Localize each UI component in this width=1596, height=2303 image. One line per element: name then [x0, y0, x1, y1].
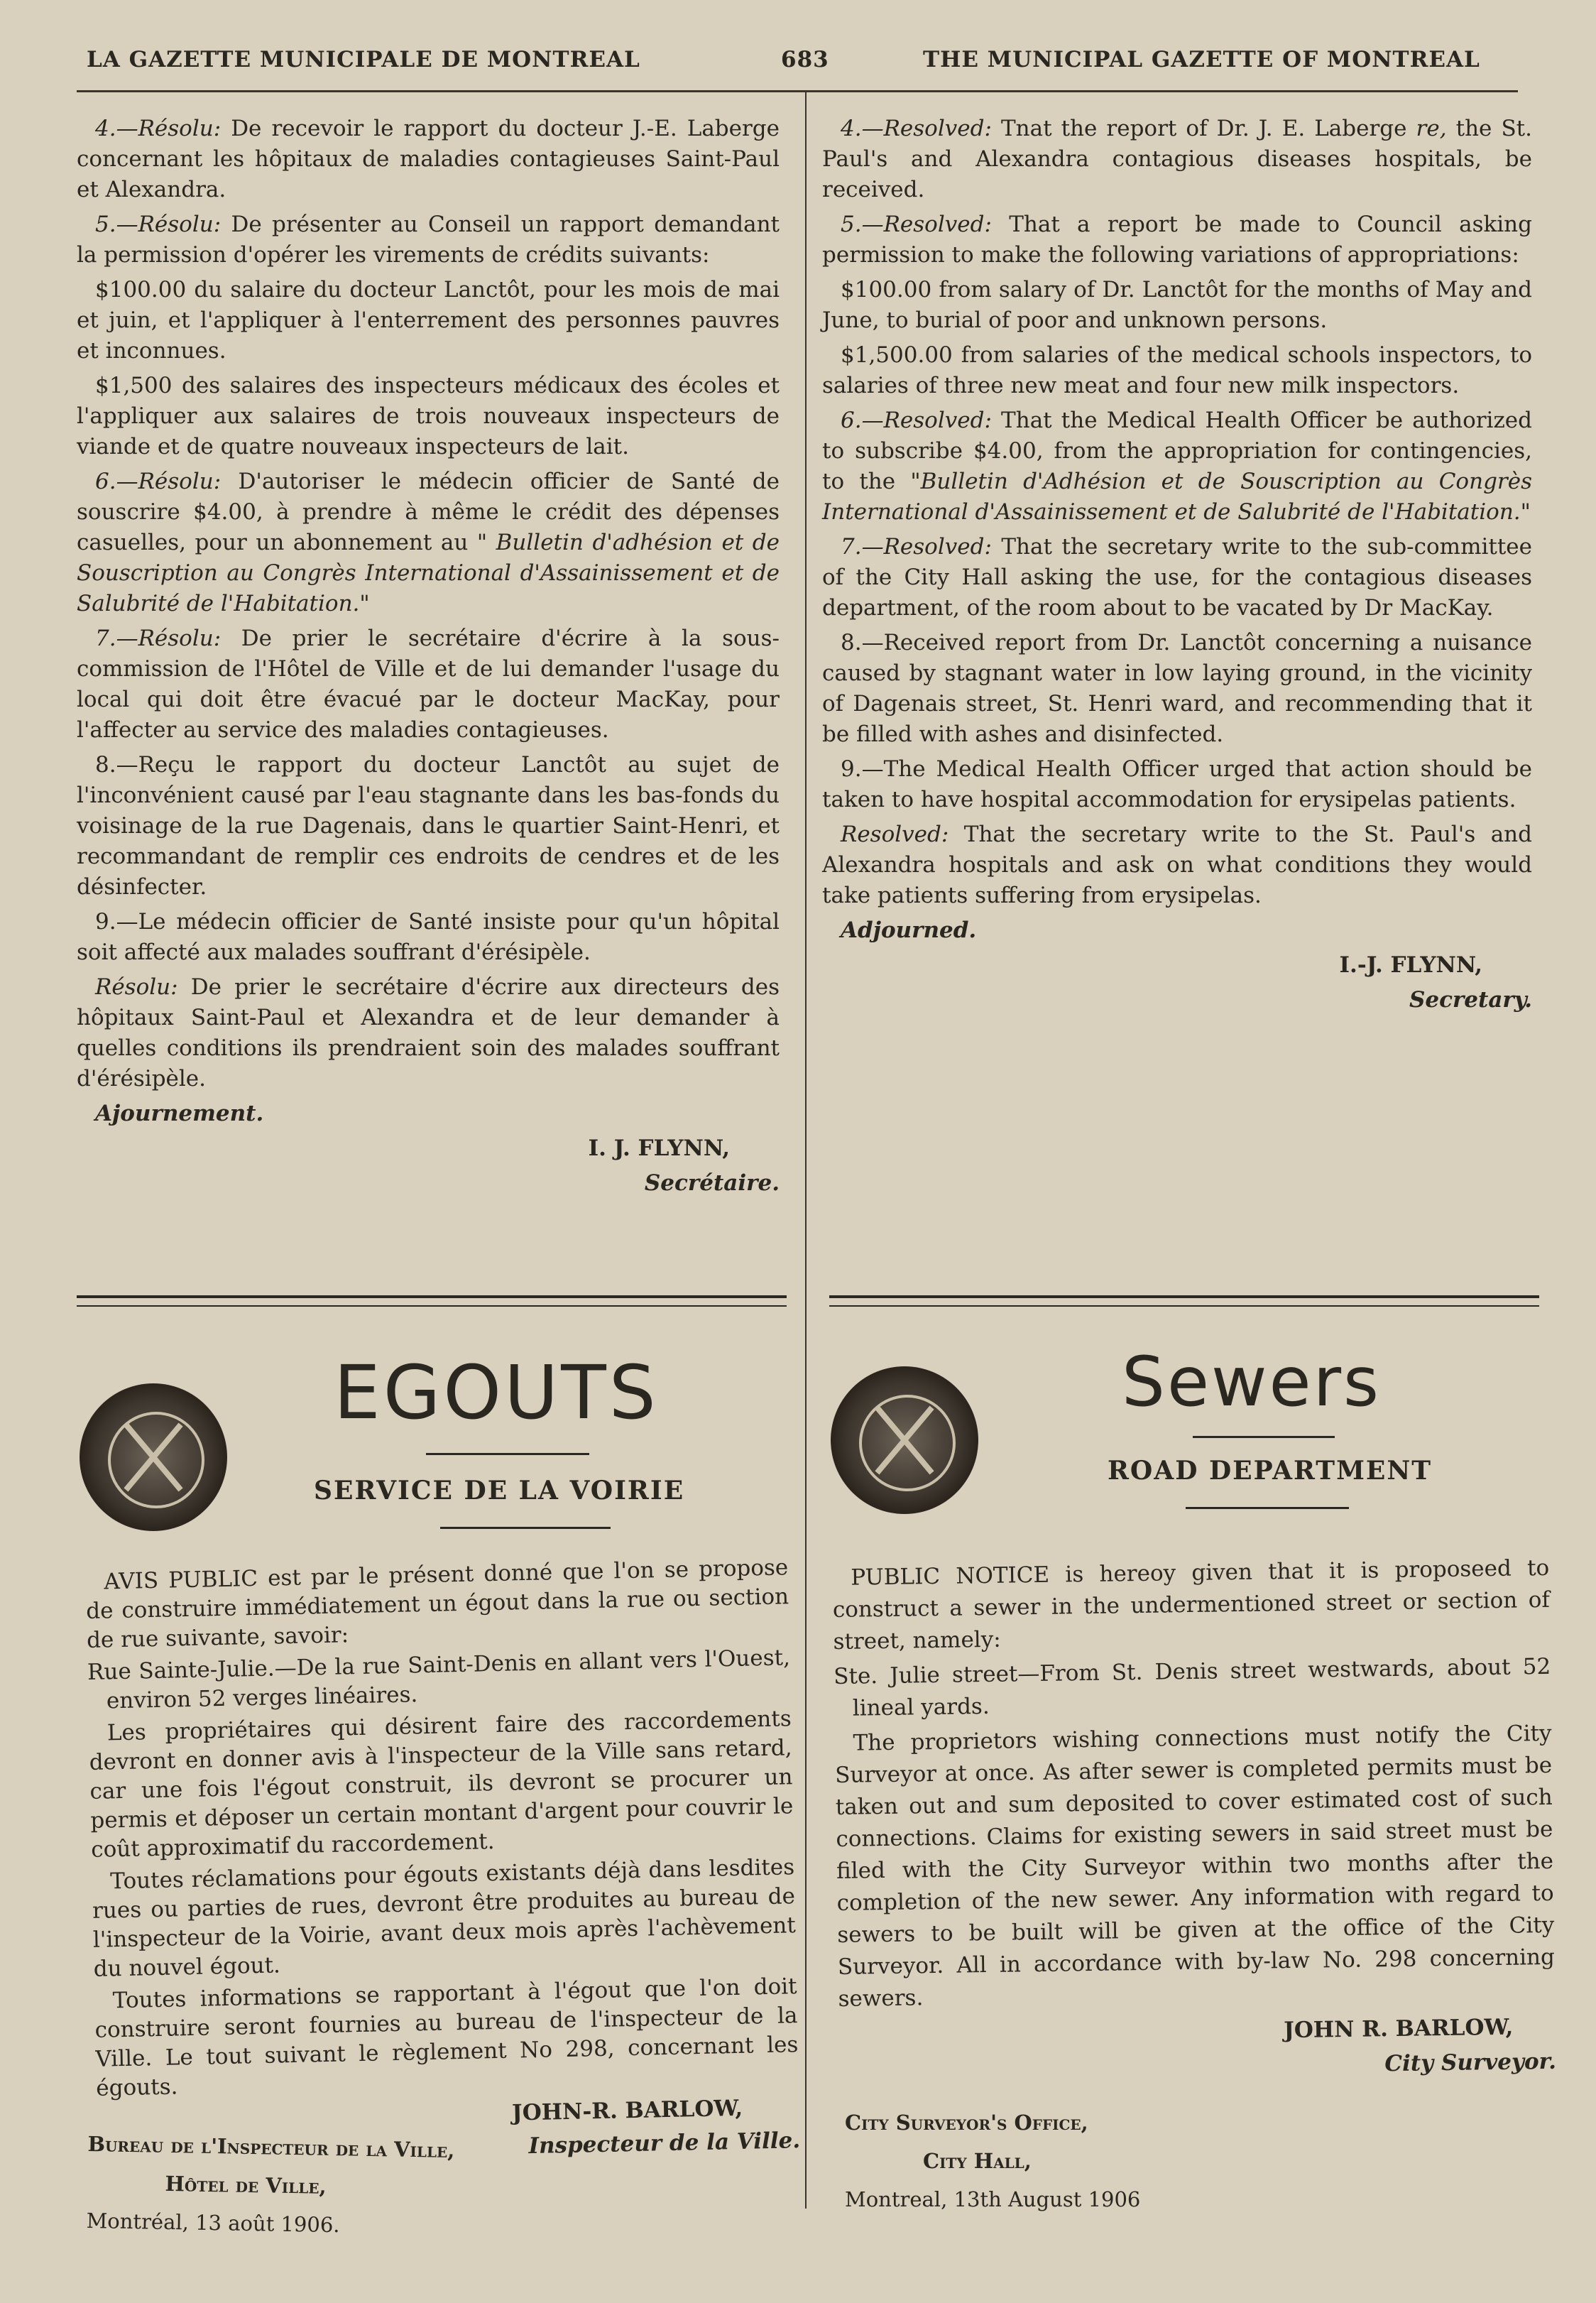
fr-item-9-resolution: Résolu: De prier le secrétaire d'écrire aux directeurs des hôpitaux Saint-Paul et Alexandra et de leur demander à quelles conditions ils prendraient soin des malades souffrant d'érésipèle. [77, 974, 780, 1091]
egouts-para-1: AVIS PUBLIC est par le présent donné que l'on se propose de construire immédiatement un égout dans la rue ou section de rue suivante, savoir: [85, 1555, 789, 1653]
en-signature-title: Secretary. [1409, 987, 1532, 1013]
sewers-office [845, 2103, 1140, 2218]
sewers-subtitle: ROAD DEPARTMENT [1108, 1456, 1433, 1486]
egouts-para-4: Toutes réclamations pour égouts existants déjà dans lesdites rues ou parties de rues, devront être produites au bureau de l'inspecteur de la Voirie, avant deux mois après l'achèvement du nouvel égout. [92, 1854, 797, 1982]
fr-signature: I. J. FLYNN, [588, 1136, 730, 1161]
sewers-title: Sewers [1122, 1342, 1382, 1422]
fr-item-6: 6.—Résolu: D'autoriser le médecin officier de Santé de souscrire $4.00, à prendre à même le crédit des dépenses casuelles, pour un abonnement au " Bulletin d'adhésion et de Souscription au Congrès International d'Assainissement et de Salubrité de l'Habitation." [77, 469, 780, 616]
sewers-title-rule [1193, 1436, 1335, 1438]
en-item-5b: $1,500.00 from salaries of the medical schools inspectors, to salaries of three new meat and four new milk inspectors. [822, 342, 1532, 398]
egouts-para-5: Toutes informations se rapportant à l'égout que l'on doit construire seront fournies au bureau de l'inspecteur de la Ville. Le tout suivant le règlement No 298, concernant les égouts. [94, 1973, 799, 2101]
fr-item-4: 4.—Résolu: De recevoir le rapport du docteur J.-E. Laberge concernant les hôpitaux de maladies contagieuses Saint-Paul et Alexandra. [77, 116, 780, 202]
egouts-title: EGOUTS [334, 1349, 659, 1436]
egouts-office-line-1: Bureau de l'Inspecteur de la Ville, [87, 2131, 455, 2163]
en-item-4: 4.—Resolved: Tnat the report of Dr. J. E. Laberge re, the St. Paul's and Alexandra contagious diseases hospitals, be received. [822, 116, 1532, 202]
sewers-office-line-1: City Surveyor's Office, [845, 2111, 1088, 2135]
sewers-notice [832, 1552, 1556, 2091]
fr-adjournment: Ajournement. [95, 1101, 264, 1126]
egouts-section-rule [77, 1295, 787, 1307]
column-divider [805, 92, 807, 2209]
header-rule [77, 90, 1518, 92]
page-number: 683 [781, 47, 829, 72]
english-minutes [822, 114, 1532, 1020]
header-french-title: LA GAZETTE MUNICIPALE DE MONTREAL [87, 47, 640, 72]
en-item-9: 9.—The Medical Health Officer urged that action should be taken to have hospital accommodation for erysipelas patients. [822, 756, 1532, 812]
en-item-5a: $100.00 from salary of Dr. Lanctôt for the months of May and June, to burial of poor and unknown persons. [822, 277, 1532, 333]
en-adjournment: Adjourned. [841, 918, 977, 943]
en-item-8: 8.—Received report from Dr. Lanctôt concerning a nuisance caused by stagnant water in low laying ground, in the vicinity of Dagenais street, St. Henri ward, and recommending that it be filled with ashes and disinfected. [822, 630, 1532, 747]
sewers-para-1: PUBLIC NOTICE is hereoy given that it is proposeed to construct a sewer in the undermentioned street or section of street, namely: [832, 1555, 1551, 1655]
sewers-subtitle-rule [1186, 1507, 1349, 1509]
egouts-date: Montréal, 13 août 1906. [86, 2208, 340, 2238]
egouts-title-rule [426, 1453, 589, 1455]
egouts-signature: JOHN-R. BARLOW, [511, 2095, 743, 2126]
fr-item-8: 8.—Reçu le rapport du docteur Lanctôt au sujet de l'inconvénient causé par l'eau stagnante dans les bas-fonds du voisinage de la rue Dagenais, dans le quartier Saint-Henri, et recommandant de remplir ces endroits de cendres et de les désinfecter. [77, 752, 780, 900]
en-item-6: 6.—Resolved: That the Medical Health Officer be authorized to subscribe $4.00, from the appropriation for contingencies, to the "Bulletin d'Adhésion et de Souscription au Congrès International d'Assainissement et de Salubrité de l'Habitation." [822, 408, 1532, 525]
en-signature: I.-J. FLYNN, [1339, 952, 1482, 978]
egouts-subtitle-rule [440, 1527, 611, 1529]
fr-item-5b: $1,500 des salaires des inspecteurs médicaux des écoles et l'appliquer aux salaires de trois nouveaux inspecteurs de viande et de quatre nouveaux inspecteurs de lait. [77, 373, 780, 459]
sewers-para-3: The proprietors wishing connections must notify the City Surveyor at once. As after sewer is completed permits must be taken out and sum deposited to cover estimated cost of such connections. Claims for existing sewers in said street must be filed with the City Surveyor within two months after the completion of the new sewer. Any information with regard to sewers to be built will be given at the office of the City Surveyor. All in accordance with by-law No. 298 concerning sewers. [834, 1720, 1556, 2012]
egouts-subtitle: SERVICE DE LA VOIRIE [314, 1476, 685, 1506]
egouts-notice [85, 1553, 801, 2173]
fr-signature-title: Secrétaire. [644, 1170, 780, 1196]
sewers-para-2: Ste. Julie street—From St. Denis street westwards, about 52 lineal yards. [833, 1653, 1551, 1721]
sewers-office-line-2: City Hall, [923, 2149, 1032, 2173]
sewers-date: Montreal, 13th August 1906 [845, 2187, 1141, 2211]
egouts-office-line-2: Hôtel de Ville, [165, 2171, 327, 2199]
french-minutes [77, 114, 780, 1203]
sewers-signature: JOHN R. BARLOW, [1283, 2014, 1514, 2044]
egouts-office [86, 2125, 455, 2246]
en-item-7: 7.—Resolved: That the secretary write to the sub-committee of the City Hall asking the use, for the contagious diseases department, of the room about to be vacated by Dr MacKay. [822, 534, 1532, 621]
egouts-para-2: Rue Sainte-Julie.—De la rue Saint-Denis en allant vers l'Ouest, environ 52 verges linéaires. [87, 1645, 791, 1714]
sewers-signature-title: City Surveyor. [1384, 2048, 1557, 2077]
en-item-5: 5.—Resolved: That a report be made to Council asking permission to make the following variations of appropriations: [822, 212, 1532, 268]
egouts-signature-title: Inspecteur de la Ville. [528, 2128, 801, 2160]
fr-item-5: 5.—Résolu: De présenter au Conseil un rapport demandant la permission d'opérer les virements de crédits suivants: [77, 212, 780, 268]
fr-item-5a: $100.00 du salaire du docteur Lanctôt, pour les mois de mai et juin, et l'appliquer à l'enterrement des personnes pauvres et inconnues. [77, 277, 780, 364]
en-item-9-resolution: Resolved: That the secretary write to the St. Paul's and Alexandra hospitals and ask on what conditions they would take patients suffering from erysipelas. [822, 822, 1532, 908]
egouts-para-3: Les propriétaires qui désirent faire des raccordements devront en donner avis à l'inspecteur de la Ville sans retard, car une fois l'égout construit, ils devront se procurer un permis et déposer un certain montant d'argent pour couvrir le coût approximatif du raccordement. [89, 1706, 794, 1863]
header-english-title: THE MUNICIPAL GAZETTE OF MONTREAL [923, 47, 1480, 72]
sewers-section-rule [829, 1295, 1539, 1307]
fr-item-9: 9.—Le médecin officier de Santé insiste pour qu'un hôpital soit affecté aux malades souffrant d'érésipèle. [77, 909, 780, 965]
city-seal-icon [831, 1366, 978, 1514]
fr-item-7: 7.—Résolu: De prier le secrétaire d'écrire à la sous-commission de l'Hôtel de Ville et de lui demander l'usage du local qui doit être évacué par le docteur MacKay, pour l'affecter au service des maladies contagieuses. [77, 626, 780, 743]
city-seal-icon [80, 1383, 227, 1531]
